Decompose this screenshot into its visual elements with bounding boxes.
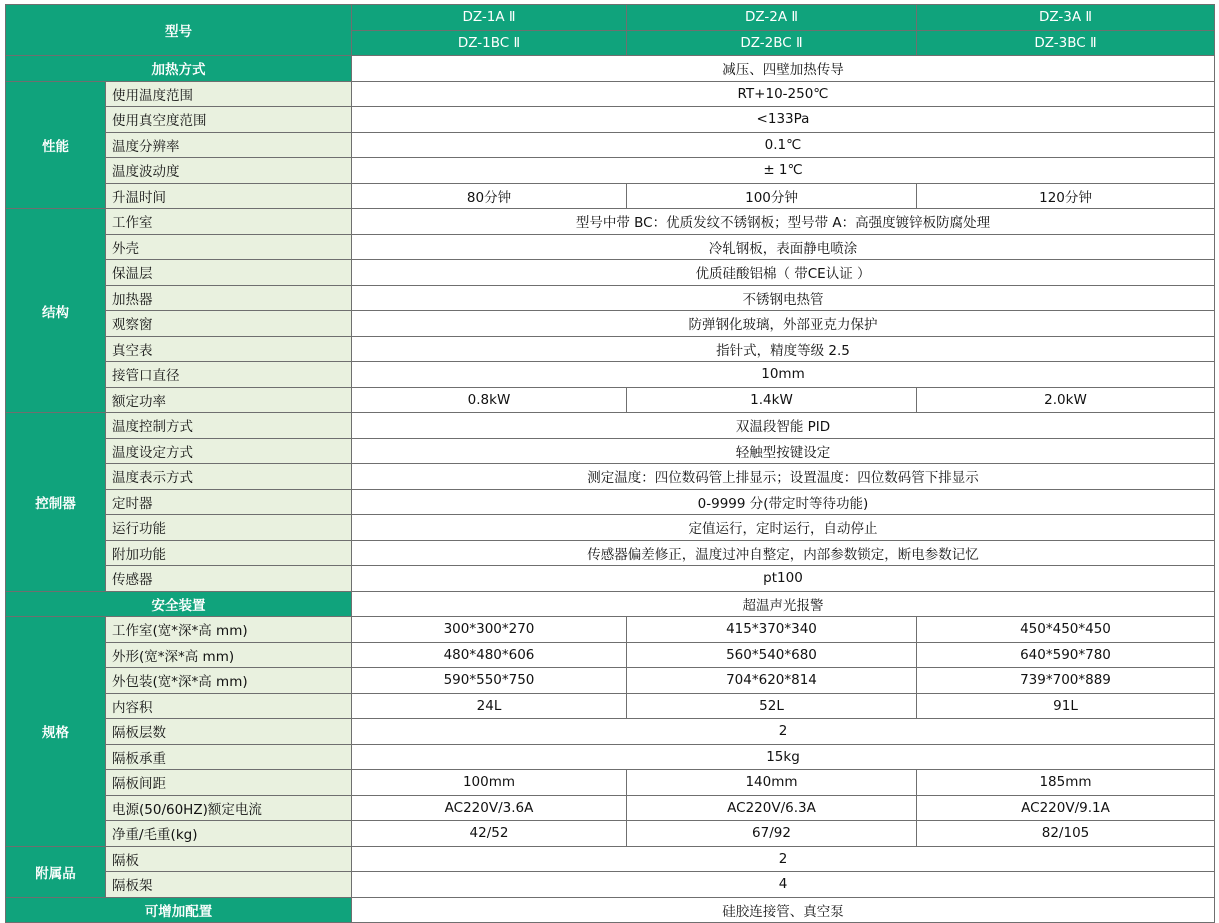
- row-value: 42/52: [352, 821, 627, 847]
- row-label: 外形(宽*深*高 mm): [106, 642, 352, 668]
- row-label: 隔板架: [106, 872, 352, 898]
- table-row: [6, 821, 1215, 847]
- row-value: 100分钟: [627, 183, 917, 209]
- row-value: AC220V/9.1A: [917, 795, 1215, 821]
- table-row: [6, 515, 1215, 541]
- row-value: RT+10-250℃: [352, 81, 1215, 107]
- model-bottom-1: DZ-1BC Ⅱ: [352, 30, 627, 56]
- row-label: 隔板层数: [106, 719, 352, 745]
- model-bottom-2: DZ-2BC Ⅱ: [627, 30, 917, 56]
- row-label: 附加功能: [106, 540, 352, 566]
- optional-row: [6, 897, 1215, 923]
- table-row: [6, 336, 1215, 362]
- safety-label: 安全装置: [6, 591, 352, 617]
- row-value: 定值运行，定时运行，自动停止: [352, 515, 1215, 541]
- table-row: [6, 387, 1215, 413]
- row-value: AC220V/3.6A: [352, 795, 627, 821]
- row-value: 冷轧钢板，表面静电喷涂: [352, 234, 1215, 260]
- row-label: 使用真空度范围: [106, 107, 352, 133]
- row-value: pt100: [352, 566, 1215, 592]
- row-value: 300*300*270: [352, 617, 627, 643]
- header-row-top: [6, 5, 1215, 31]
- row-value: 指针式，精度等级 2.5: [352, 336, 1215, 362]
- table-row: [6, 107, 1215, 133]
- safety-row: [6, 591, 1215, 617]
- row-value: 560*540*680: [627, 642, 917, 668]
- row-value: 82/105: [917, 821, 1215, 847]
- row-value: 型号中带 BC：优质发纹不锈钢板；型号带 A：高强度镀锌板防腐处理: [352, 209, 1215, 235]
- row-label: 外包装(宽*深*高 mm): [106, 668, 352, 694]
- model-top-1: DZ-1A Ⅱ: [352, 5, 627, 31]
- spec-table: [5, 4, 1215, 923]
- table-row: [6, 642, 1215, 668]
- table-row: [6, 285, 1215, 311]
- row-label: 净重/毛重(kg): [106, 821, 352, 847]
- row-value: 120分钟: [917, 183, 1215, 209]
- row-label: 定时器: [106, 489, 352, 515]
- optional-label: 可增加配置: [6, 897, 352, 923]
- model-top-3: DZ-3A Ⅱ: [917, 5, 1215, 31]
- row-value: 0.8kW: [352, 387, 627, 413]
- row-label: 温度设定方式: [106, 438, 352, 464]
- row-label: 电源(50/60HZ)额定电流: [106, 795, 352, 821]
- row-label: 额定功率: [106, 387, 352, 413]
- row-value: 轻触型按键设定: [352, 438, 1215, 464]
- row-label: 观察窗: [106, 311, 352, 337]
- model-bottom-3: DZ-3BC Ⅱ: [917, 30, 1215, 56]
- row-value: 2.0kW: [917, 387, 1215, 413]
- row-value: 测定温度：四位数码管上排显示；设置温度：四位数码管下排显示: [352, 464, 1215, 490]
- table-row: [6, 719, 1215, 745]
- row-label: 真空表: [106, 336, 352, 362]
- row-label: 温度分辨率: [106, 132, 352, 158]
- table-row: [6, 540, 1215, 566]
- row-value: 480*480*606: [352, 642, 627, 668]
- row-value: 140mm: [627, 770, 917, 796]
- table-row: [6, 183, 1215, 209]
- table-row: [6, 693, 1215, 719]
- row-value: <133Pa: [352, 107, 1215, 133]
- row-label: 接管口直径: [106, 362, 352, 388]
- row-label: 温度表示方式: [106, 464, 352, 490]
- table-row: [6, 668, 1215, 694]
- accessories-section: 附属品: [6, 846, 106, 897]
- table-row: [6, 489, 1215, 515]
- row-value: 100mm: [352, 770, 627, 796]
- row-label: 升温时间: [106, 183, 352, 209]
- table-row: [6, 260, 1215, 286]
- row-value: 15kg: [352, 744, 1215, 770]
- table-row: [6, 617, 1215, 643]
- row-value: 704*620*814: [627, 668, 917, 694]
- row-value: 80分钟: [352, 183, 627, 209]
- row-label: 隔板间距: [106, 770, 352, 796]
- row-value: 590*550*750: [352, 668, 627, 694]
- table-row: [6, 311, 1215, 337]
- table-row: [6, 81, 1215, 107]
- row-value: 739*700*889: [917, 668, 1215, 694]
- spec-table-wrapper: [5, 4, 1215, 923]
- row-label: 工作室(宽*深*高 mm): [106, 617, 352, 643]
- row-label: 传感器: [106, 566, 352, 592]
- table-row: [6, 795, 1215, 821]
- row-value: 10mm: [352, 362, 1215, 388]
- model-header: 型号: [6, 5, 352, 56]
- row-value: ± 1℃: [352, 158, 1215, 184]
- row-value: 0.1℃: [352, 132, 1215, 158]
- table-row: [6, 744, 1215, 770]
- table-row: [6, 770, 1215, 796]
- table-row: [6, 872, 1215, 898]
- row-value: 2: [352, 719, 1215, 745]
- heating-row: [6, 56, 1215, 82]
- row-value: 1.4kW: [627, 387, 917, 413]
- table-row: [6, 132, 1215, 158]
- table-row: [6, 413, 1215, 439]
- heating-value: 减压、四壁加热传导: [352, 56, 1215, 82]
- row-value: 0-9999 分(带定时等待功能): [352, 489, 1215, 515]
- row-label: 温度控制方式: [106, 413, 352, 439]
- row-value: 2: [352, 846, 1215, 872]
- table-row: [6, 438, 1215, 464]
- table-row: [6, 362, 1215, 388]
- row-value: 91L: [917, 693, 1215, 719]
- table-row: [6, 566, 1215, 592]
- structure-section: 结构: [6, 209, 106, 413]
- table-row: [6, 158, 1215, 184]
- row-value: 640*590*780: [917, 642, 1215, 668]
- row-value: 415*370*340: [627, 617, 917, 643]
- row-value: 4: [352, 872, 1215, 898]
- heating-label: 加热方式: [6, 56, 352, 82]
- row-label: 外壳: [106, 234, 352, 260]
- row-label: 加热器: [106, 285, 352, 311]
- performance-section: 性能: [6, 81, 106, 209]
- safety-value: 超温声光报警: [352, 591, 1215, 617]
- row-value: 优质硅酸铝棉（ 带CE认证 ）: [352, 260, 1215, 286]
- row-label: 隔板: [106, 846, 352, 872]
- row-label: 使用温度范围: [106, 81, 352, 107]
- controller-section: 控制器: [6, 413, 106, 592]
- table-row: [6, 209, 1215, 235]
- row-label: 运行功能: [106, 515, 352, 541]
- row-value: 67/92: [627, 821, 917, 847]
- row-value: 传感器偏差修正，温度过冲自整定，内部参数锁定，断电参数记忆: [352, 540, 1215, 566]
- row-value: 双温段智能 PID: [352, 413, 1215, 439]
- row-label: 隔板承重: [106, 744, 352, 770]
- specs-section: 规格: [6, 617, 106, 847]
- row-label: 工作室: [106, 209, 352, 235]
- table-row: [6, 464, 1215, 490]
- optional-value: 硅胶连接管、真空泵: [352, 897, 1215, 923]
- table-row: [6, 234, 1215, 260]
- row-label: 温度波动度: [106, 158, 352, 184]
- model-top-2: DZ-2A Ⅱ: [627, 5, 917, 31]
- row-value: 防弹钢化玻璃，外部亚克力保护: [352, 311, 1215, 337]
- row-value: AC220V/6.3A: [627, 795, 917, 821]
- table-row: [6, 846, 1215, 872]
- row-value: 185mm: [917, 770, 1215, 796]
- row-value: 450*450*450: [917, 617, 1215, 643]
- row-label: 内容积: [106, 693, 352, 719]
- row-value: 24L: [352, 693, 627, 719]
- row-value: 不锈钢电热管: [352, 285, 1215, 311]
- row-value: 52L: [627, 693, 917, 719]
- row-label: 保温层: [106, 260, 352, 286]
